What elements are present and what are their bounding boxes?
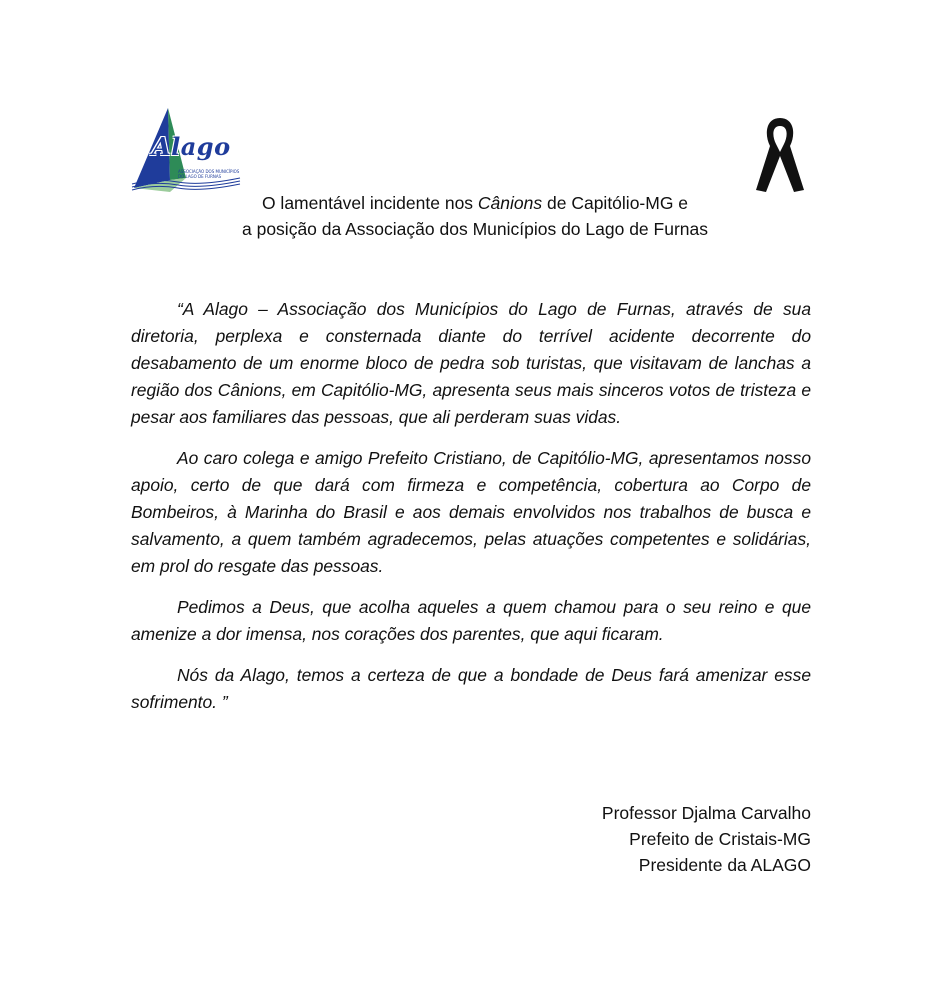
title-line-1: O lamentável incidente nos Cânions de Capitólio-MG e xyxy=(261,193,689,213)
signature-name: Professor Djalma Carvalho xyxy=(601,803,811,823)
paragraph-2: Ao caro colega e amigo Prefeito Cristiano, de Capitólio-MG, apresentamos nosso apoio, certo de que dará com firmeza e competência, cobertura ao Corpo de Bombeiros, à Marinha do Brasil e aos demais envolvidos nos trabalhos de busca e salvamento, a quem também agradecemos, pelas atuações competentes e solidárias, em prol do resgate das pessoas. xyxy=(131,448,811,576)
paragraph-4: Nós da Alago, temos a certeza de que a bondade de Deus fará amenizar esse sofrimento. ” xyxy=(131,665,811,712)
signature-role: Prefeito de Cristais-MG xyxy=(629,829,811,849)
title-line-2: a posição da Associação dos Municípios do Lago de Furnas xyxy=(242,219,708,239)
document-body xyxy=(131,296,811,730)
document-title xyxy=(0,190,950,242)
signature-block xyxy=(602,800,811,878)
title-canions: Cânions xyxy=(477,193,543,213)
logo-subtitle: ASSOCIAÇÃO DOS MUNICÍPIOS DO LAGO DE FURNAS xyxy=(178,169,240,179)
paragraph-3: Pedimos a Deus, que acolha aqueles a quem chamou para o seu reino e que amenize a dor imensa, nos corações dos parentes, que aqui ficaram. xyxy=(131,597,811,644)
signature-position: Presidente da ALAGO xyxy=(638,855,811,875)
mourning-ribbon-icon xyxy=(752,112,808,196)
alago-logo xyxy=(130,108,245,194)
logo-wordmark: Alago xyxy=(152,132,231,161)
paragraph-1: “A Alago – Associação dos Municípios do Lago de Furnas, através de sua diretoria, perplexa e consternada diante do terrível acidente decorrente do desabamento de um enorme bloco de pedra sob turistas, que visitavam de lanchas a região dos Cânions, em Capitólio-MG, apresenta seus mais sinceros votos de tristeza e pesar aos familiares das pessoas, que ali perderam suas vidas. xyxy=(131,299,811,427)
